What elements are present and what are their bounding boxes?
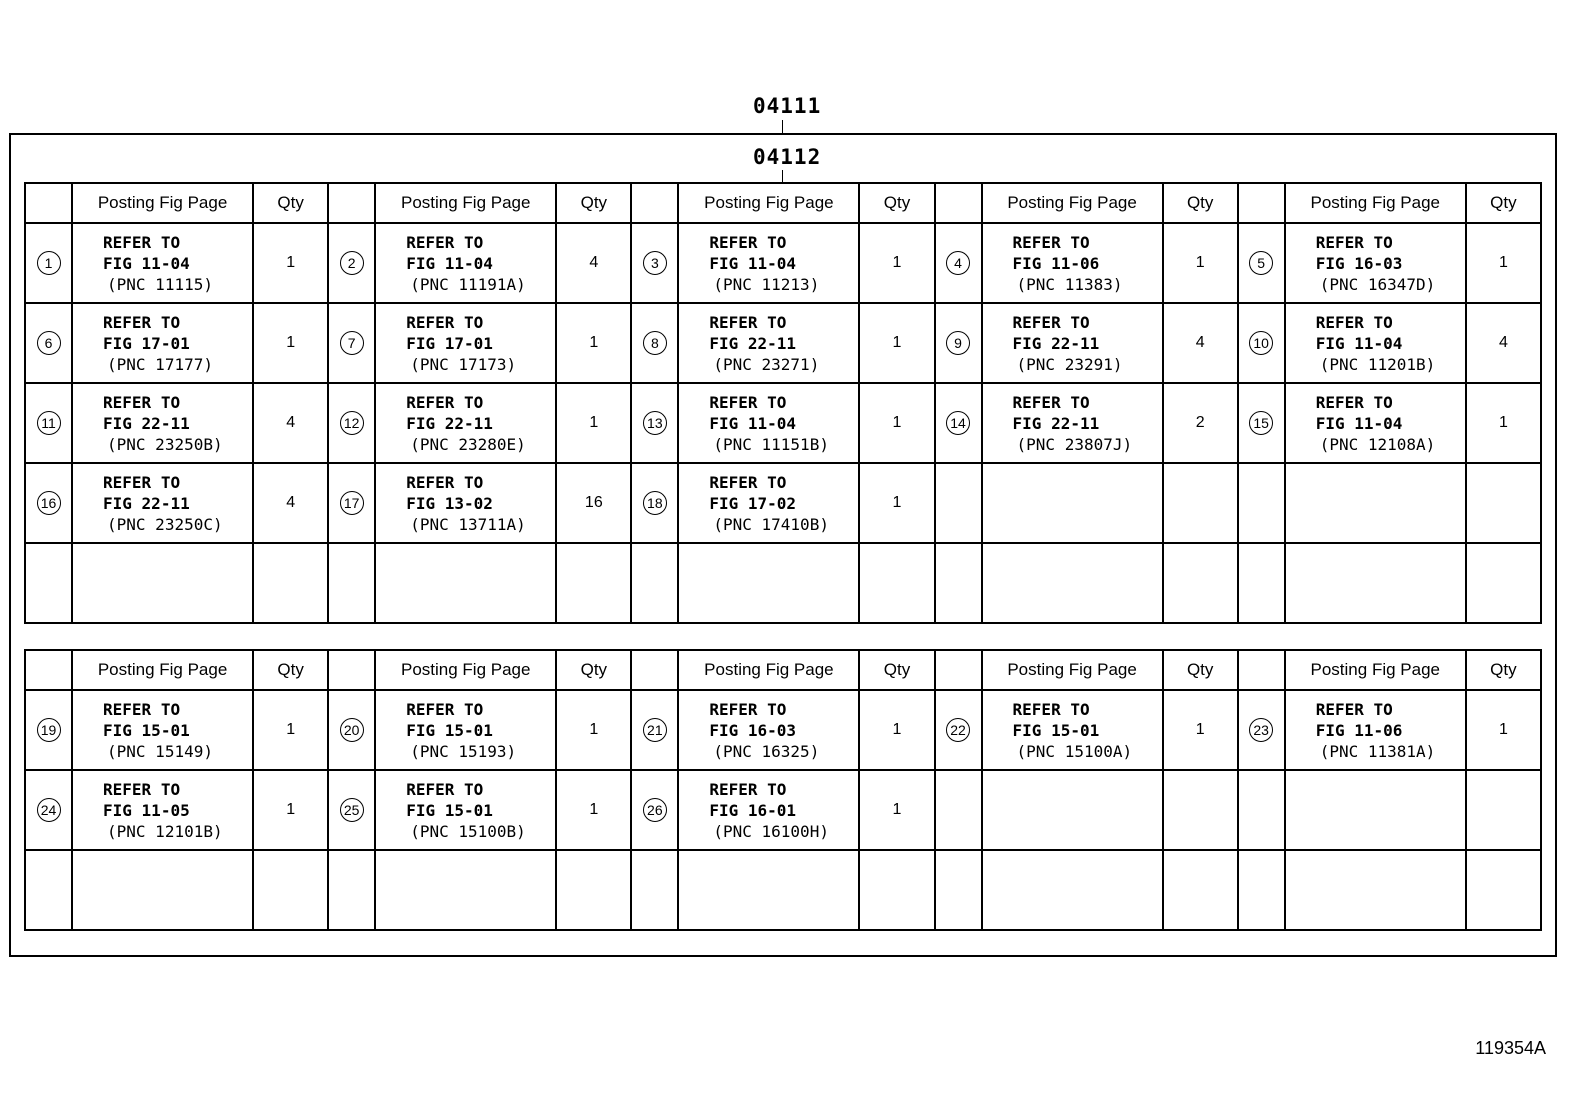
reference-cell [72,463,253,543]
reference-text [679,699,858,762]
pnc-line: (PNC 11191A) [410,274,526,294]
callout-cell [328,303,375,383]
refer-to-line: REFER TO [406,312,484,332]
callout-cell [935,223,982,303]
refer-to-line: REFER TO [709,779,787,799]
callout-number: 16 [37,491,61,515]
table-row [25,463,1541,543]
fig-line: FIG 22-11 [103,493,190,513]
header-qty: Qty [1466,650,1541,690]
fig-line: FIG 11-06 [1315,720,1403,740]
callout-number: 25 [340,798,364,822]
fig-line: FIG 11-04 [406,253,493,273]
callout-cell [1238,383,1285,463]
callout-number: 21 [643,718,667,742]
reference-cell [678,463,859,543]
reference-text [679,472,858,535]
pnc-line: (PNC 11115) [107,274,213,294]
pnc-line: (PNC 23807J) [1016,434,1133,454]
reference-cell [678,383,859,463]
refer-to-line: REFER TO [709,392,787,412]
header-num-cell [631,650,678,690]
reference-cell [982,383,1163,463]
qty-cell: 4 [1163,303,1238,383]
table-row [25,770,1541,850]
callout-cell [25,303,72,383]
reference-cell [375,770,556,850]
callout-cell [631,543,678,623]
callout-number: 13 [643,411,667,435]
header-num-cell [631,183,678,223]
reference-text [679,392,858,455]
reference-cell [982,850,1163,930]
qty-cell: 1 [859,463,934,543]
callout-cell [631,303,678,383]
qty-cell: 1 [859,303,934,383]
refer-to-line: REFER TO [709,472,787,492]
callout-cell [1238,303,1285,383]
leader-line-04111 [782,120,783,133]
qty-cell: 1 [1163,223,1238,303]
header-posting-fig-page: Posting Fig Page [72,183,253,223]
callout-cell [1238,770,1285,850]
header-posting-fig-page: Posting Fig Page [678,183,859,223]
refer-to-line: REFER TO [103,699,181,719]
callout-cell [25,770,72,850]
reference-cell [982,463,1163,543]
reference-cell [375,850,556,930]
refer-to-line: REFER TO [103,779,181,799]
callout-cell [328,463,375,543]
refer-to-line: REFER TO [406,779,484,799]
reference-cell [375,223,556,303]
reference-cell [1285,543,1466,623]
callout-cell [1238,850,1285,930]
reference-cell [678,303,859,383]
refer-to-line: REFER TO [709,312,787,332]
fig-line: FIG 22-11 [103,413,190,433]
reference-cell [72,223,253,303]
callout-number: 26 [643,798,667,822]
reference-text [679,232,858,295]
header-qty: Qty [859,650,934,690]
header-posting-fig-page: Posting Fig Page [678,650,859,690]
refer-to-line: REFER TO [406,472,484,492]
reference-cell [982,543,1163,623]
qty-cell [1466,770,1541,850]
header-posting-fig-page: Posting Fig Page [1285,183,1466,223]
reference-cell [982,303,1163,383]
reference-text [1286,232,1465,295]
header-num-cell [935,650,982,690]
reference-text [983,232,1162,295]
fig-line: FIG 17-02 [709,493,797,513]
callout-number: 19 [37,718,61,742]
reference-cell [982,223,1163,303]
qty-cell [253,850,328,930]
qty-cell: 1 [1163,690,1238,770]
pnc-line: (PNC 23250B) [107,434,223,454]
qty-cell: 1 [859,223,934,303]
pnc-line: (PNC 15193) [410,741,517,761]
header-row [25,650,1541,690]
callout-cell [935,690,982,770]
reference-cell [1285,303,1466,383]
assembly-label-04112: 04112 [753,145,822,169]
callout-number: 10 [1249,331,1273,355]
callout-cell [328,383,375,463]
table-row [25,850,1541,930]
reference-text [73,699,252,762]
parts-table-lower [24,649,1542,931]
fig-line: FIG 22-11 [1012,333,1100,353]
refer-to-line: REFER TO [1315,312,1393,332]
qty-cell: 1 [1466,383,1541,463]
callout-number: 24 [37,798,61,822]
pnc-line: (PNC 11381A) [1319,741,1436,761]
reference-cell [72,303,253,383]
callout-number: 3 [643,251,667,275]
reference-cell [375,383,556,463]
reference-cell [1285,770,1466,850]
callout-number: 15 [1249,411,1273,435]
reference-cell [678,690,859,770]
qty-cell: 1 [859,690,934,770]
refer-to-line: REFER TO [1315,699,1393,719]
callout-cell [328,223,375,303]
table-row [25,303,1541,383]
qty-cell: 2 [1163,383,1238,463]
fig-line: FIG 17-01 [406,333,493,353]
reference-cell [375,690,556,770]
qty-cell: 4 [253,383,328,463]
callout-cell [328,850,375,930]
pnc-line: (PNC 15100B) [410,821,526,841]
reference-cell [1285,850,1466,930]
refer-to-line: REFER TO [1315,232,1393,252]
qty-cell [253,543,328,623]
callout-number: 1 [37,251,61,275]
fig-line: FIG 22-11 [406,413,493,433]
reference-text [983,312,1162,375]
fig-line: FIG 11-04 [103,253,190,273]
callout-cell [1238,690,1285,770]
qty-cell: 1 [556,690,631,770]
callout-cell [1238,463,1285,543]
reference-cell [1285,690,1466,770]
reference-text [983,699,1162,762]
pnc-line: (PNC 12108A) [1319,434,1436,454]
callout-number: 5 [1249,251,1273,275]
callout-cell [935,770,982,850]
pnc-line: (PNC 15149) [107,741,213,761]
reference-text [73,312,252,375]
reference-text [73,392,252,455]
header-num-cell [25,183,72,223]
qty-cell: 4 [1466,303,1541,383]
reference-cell [678,223,859,303]
refer-to-line: REFER TO [103,392,181,412]
callout-cell [25,850,72,930]
header-qty: Qty [253,183,328,223]
qty-cell [859,850,934,930]
header-num-cell [1238,183,1285,223]
pnc-line: (PNC 17173) [410,354,517,374]
header-qty: Qty [556,183,631,223]
qty-cell [1163,543,1238,623]
fig-line: FIG 11-04 [709,253,797,273]
header-posting-fig-page: Posting Fig Page [72,650,253,690]
reference-cell [72,543,253,623]
reference-text [1286,392,1465,455]
fig-line: FIG 11-06 [1012,253,1100,273]
refer-to-line: REFER TO [406,232,484,252]
reference-cell [678,543,859,623]
callout-cell [631,690,678,770]
header-posting-fig-page: Posting Fig Page [375,650,556,690]
qty-cell [859,543,934,623]
callout-number: 8 [643,331,667,355]
qty-cell: 4 [253,463,328,543]
refer-to-line: REFER TO [103,312,181,332]
callout-cell [328,770,375,850]
qty-cell: 1 [253,770,328,850]
pnc-line: (PNC 16100H) [713,821,829,841]
header-num-cell [328,183,375,223]
qty-cell [1466,543,1541,623]
reference-cell [1285,223,1466,303]
fig-line: FIG 13-02 [406,493,493,513]
refer-to-line: REFER TO [103,472,181,492]
reference-cell [1285,463,1466,543]
fig-line: FIG 11-04 [1315,413,1403,433]
table-row [25,690,1541,770]
reference-text [376,312,555,375]
header-qty: Qty [556,650,631,690]
pnc-line: (PNC 12101B) [107,821,223,841]
reference-cell [72,850,253,930]
reference-text [376,472,555,535]
header-num-cell [25,650,72,690]
fig-line: FIG 16-01 [709,800,797,820]
pnc-line: (PNC 11213) [713,274,820,294]
callout-cell [935,850,982,930]
qty-cell: 1 [556,383,631,463]
header-qty: Qty [1163,183,1238,223]
qty-cell [1163,850,1238,930]
header-posting-fig-page: Posting Fig Page [982,650,1163,690]
reference-text [376,232,555,295]
callout-number: 4 [946,251,970,275]
pnc-line: (PNC 15100A) [1016,741,1133,761]
refer-to-line: REFER TO [103,232,181,252]
qty-cell: 16 [556,463,631,543]
reference-cell [72,383,253,463]
callout-cell [25,463,72,543]
callout-cell [25,690,72,770]
callout-cell [631,383,678,463]
reference-text [983,392,1162,455]
reference-text [376,699,555,762]
fig-line: FIG 15-01 [1012,720,1100,740]
reference-cell [982,770,1163,850]
callout-cell [935,383,982,463]
callout-cell [935,463,982,543]
callout-number: 2 [340,251,364,275]
callout-cell [935,543,982,623]
header-posting-fig-page: Posting Fig Page [375,183,556,223]
reference-cell [678,770,859,850]
callout-cell [1238,223,1285,303]
qty-cell: 4 [556,223,631,303]
reference-cell [375,303,556,383]
assembly-label-04111: 04111 [753,94,822,118]
callout-number: 17 [340,491,364,515]
qty-cell: 1 [859,770,934,850]
fig-line: FIG 11-04 [709,413,797,433]
reference-cell [982,690,1163,770]
reference-cell [375,543,556,623]
callout-cell [25,543,72,623]
qty-cell [556,543,631,623]
header-qty: Qty [1466,183,1541,223]
refer-to-line: REFER TO [1012,312,1090,332]
callout-cell [1238,543,1285,623]
qty-cell: 1 [1466,223,1541,303]
fig-line: FIG 11-05 [103,800,190,820]
qty-cell [556,850,631,930]
table-row [25,383,1541,463]
pnc-line: (PNC 13711A) [410,514,526,534]
qty-cell [1163,770,1238,850]
reference-text [73,232,252,295]
callout-cell [631,770,678,850]
refer-to-line: REFER TO [1012,232,1090,252]
callout-number: 7 [340,331,364,355]
callout-cell [631,850,678,930]
fig-line: FIG 15-01 [103,720,190,740]
callout-number: 9 [946,331,970,355]
callout-number: 12 [340,411,364,435]
reference-text [376,779,555,842]
reference-cell [375,463,556,543]
pnc-line: (PNC 17177) [107,354,213,374]
qty-cell: 1 [556,770,631,850]
fig-line: FIG 15-01 [406,800,493,820]
callout-cell [631,463,678,543]
qty-cell [1466,850,1541,930]
reference-text [376,392,555,455]
qty-cell: 1 [859,383,934,463]
reference-text [1286,312,1465,375]
header-qty: Qty [253,650,328,690]
table-row [25,543,1541,623]
callout-number: 18 [643,491,667,515]
qty-cell [1466,463,1541,543]
fig-line: FIG 16-03 [1315,253,1403,273]
header-posting-fig-page: Posting Fig Page [1285,650,1466,690]
parts-table-upper [24,182,1542,624]
callout-cell [328,690,375,770]
callout-number: 14 [946,411,970,435]
pnc-line: (PNC 11383) [1016,274,1123,294]
header-qty: Qty [859,183,934,223]
fig-line: FIG 15-01 [406,720,493,740]
fig-line: FIG 17-01 [103,333,190,353]
qty-cell: 1 [253,690,328,770]
callout-number: 20 [340,718,364,742]
pnc-line: (PNC 23250C) [107,514,223,534]
refer-to-line: REFER TO [1012,392,1090,412]
table-row [25,223,1541,303]
pnc-line: (PNC 17410B) [713,514,829,534]
header-num-cell [328,650,375,690]
refer-to-line: REFER TO [1012,699,1090,719]
header-row [25,183,1541,223]
reference-text [73,779,252,842]
reference-text [679,312,858,375]
callout-number: 23 [1249,718,1273,742]
callout-cell [25,383,72,463]
callout-cell [25,223,72,303]
pnc-line: (PNC 23271) [713,354,820,374]
qty-cell: 1 [253,223,328,303]
pnc-line: (PNC 16347D) [1319,274,1436,294]
header-num-cell [1238,650,1285,690]
refer-to-line: REFER TO [1315,392,1393,412]
callout-cell [935,303,982,383]
fig-line: FIG 22-11 [1012,413,1100,433]
refer-to-line: REFER TO [709,699,787,719]
header-posting-fig-page: Posting Fig Page [982,183,1163,223]
reference-text [1286,699,1465,762]
reference-cell [678,850,859,930]
callout-cell [631,223,678,303]
callout-cell [328,543,375,623]
pnc-line: (PNC 23291) [1016,354,1123,374]
qty-cell: 1 [253,303,328,383]
header-num-cell [935,183,982,223]
reference-cell [72,690,253,770]
reference-text [73,472,252,535]
qty-cell: 1 [1466,690,1541,770]
refer-to-line: REFER TO [709,232,787,252]
pnc-line: (PNC 23280E) [410,434,526,454]
refer-to-line: REFER TO [406,699,484,719]
fig-line: FIG 16-03 [709,720,797,740]
pnc-line: (PNC 16325) [713,741,820,761]
pnc-line: (PNC 11201B) [1319,354,1436,374]
callout-number: 11 [37,411,61,435]
reference-text [679,779,858,842]
pnc-line: (PNC 11151B) [713,434,829,454]
qty-cell [1163,463,1238,543]
fig-line: FIG 22-11 [709,333,797,353]
callout-number: 22 [946,718,970,742]
reference-cell [1285,383,1466,463]
callout-number: 6 [37,331,61,355]
reference-cell [72,770,253,850]
qty-cell: 1 [556,303,631,383]
header-qty: Qty [1163,650,1238,690]
figure-code: 119354A [1475,1038,1546,1058]
refer-to-line: REFER TO [406,392,484,412]
fig-line: FIG 11-04 [1315,333,1403,353]
